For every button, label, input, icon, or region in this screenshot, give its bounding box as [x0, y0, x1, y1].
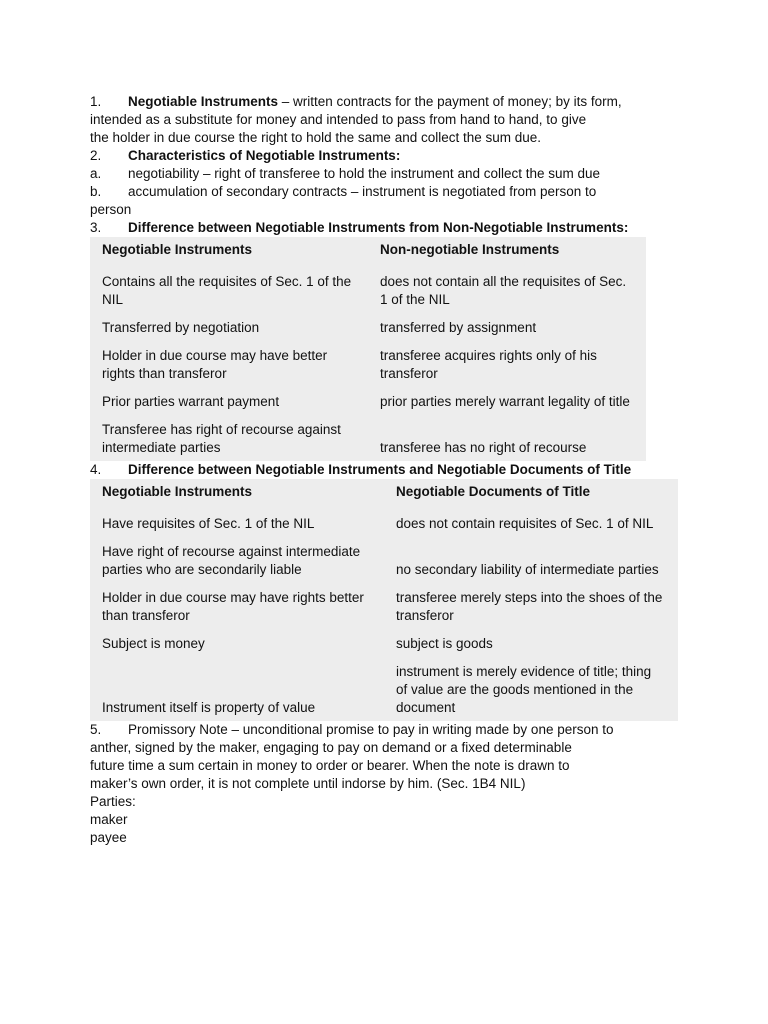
table-row: [90, 267, 646, 313]
table-cell: transferee merely steps into the shoes of the transferor: [396, 590, 663, 623]
table-cell: no secondary liability of intermediate parties: [396, 562, 659, 577]
item5-line2: anther, signed by the maker, engaging to pay on demand or a fixed determinable: [90, 740, 572, 755]
table-cell: prior parties merely warrant legality of title: [380, 394, 630, 409]
table-cell: Contains all the requisites of Sec. 1 of the NIL: [102, 274, 352, 307]
item1-title: Negotiable Instruments: [128, 94, 279, 109]
item2-a-label: a.: [90, 166, 102, 181]
item4-number: 4.: [90, 462, 102, 477]
item2-b-label: b.: [90, 184, 102, 199]
item4-heading: [90, 461, 680, 479]
item2-number: 2.: [90, 148, 102, 163]
party-item: maker: [90, 812, 128, 827]
table-row: [90, 313, 646, 341]
table-row: [90, 341, 646, 387]
item1-line1: [90, 93, 680, 111]
table-negotiable-vs-non-negotiable: [90, 237, 646, 461]
table-cell: does not contain requisites of Sec. 1 of NIL: [396, 516, 654, 531]
item2-b-text: accumulation of secondary contracts – instrument is negotiated from person to: [128, 184, 597, 199]
table-cell: Transferee has right of recourse against intermediate parties: [102, 422, 341, 455]
table-cell: Have right of recourse against intermediate parties who are secondarily liable: [102, 544, 361, 577]
item2-title: Characteristics of Negotiable Instruments:: [128, 148, 401, 163]
table-header-cell: Negotiable Instruments: [102, 484, 253, 499]
item1-line2: intended as a substitute for money and intended to pass from hand to hand, to give: [90, 112, 587, 127]
table-cell: transferee acquires rights only of his transferor: [380, 348, 597, 381]
table-cell: instrument is merely evidence of title; thing of value are the goods mentioned in the document: [396, 664, 652, 715]
party-item: payee: [90, 830, 127, 845]
parties-label: Parties:: [90, 794, 136, 809]
item5-number: 5.: [90, 722, 102, 737]
document-body: [90, 93, 680, 847]
item2-a-text: negotiability – right of transferee to hold the instrument and collect the sum due: [128, 166, 601, 181]
item1-line3: the holder in due course the right to hold the same and collect the sum due.: [90, 130, 542, 145]
item3-title: Difference between Negotiable Instruments from Non-Negotiable Instruments:: [128, 220, 629, 235]
item4-title: Difference between Negotiable Instruments and Negotiable Documents of Title: [128, 462, 632, 477]
item2-b: [90, 183, 680, 201]
table-row: [90, 415, 646, 461]
table-row: [90, 629, 678, 657]
table-header-row: [90, 479, 678, 509]
table-header-cell: Negotiable Instruments: [102, 242, 253, 257]
table-cell: Prior parties warrant payment: [102, 394, 280, 409]
item5-text1: Promissory Note – unconditional promise to pay in writing made by one person to: [128, 722, 614, 737]
item2-a: [90, 165, 680, 183]
item2-heading: [90, 147, 680, 165]
table-row: [90, 657, 678, 721]
table-instruments-vs-documents-of-title: [90, 479, 678, 721]
item3-number: 3.: [90, 220, 102, 235]
table-cell: Transferred by negotiation: [102, 320, 260, 335]
table-header-row: [90, 237, 646, 267]
item5-line1: [90, 721, 680, 739]
table-cell: Subject is money: [102, 636, 205, 651]
item1-number: 1.: [90, 94, 102, 109]
table-cell: Instrument itself is property of value: [102, 700, 316, 715]
table-header-cell: Negotiable Documents of Title: [396, 484, 591, 499]
table-row: [90, 509, 678, 537]
item2-b-cont: person: [90, 202, 132, 217]
table-cell: does not contain all the requisites of Sec. 1 of the NIL: [380, 274, 627, 307]
table-cell: Holder in due course may have rights better than transferor: [102, 590, 364, 623]
table-header-cell: Non-negotiable Instruments: [380, 242, 560, 257]
table-cell: transferee has no right of recourse: [380, 440, 587, 455]
table-cell: subject is goods: [396, 636, 493, 651]
table-cell: Have requisites of Sec. 1 of the NIL: [102, 516, 315, 531]
item1-text1: – written contracts for the payment of money; by its form,: [278, 94, 622, 109]
item3-heading: [90, 219, 680, 237]
item5-line3: future time a sum certain in money to order or bearer. When the note is drawn to: [90, 758, 570, 773]
item5-line4: maker’s own order, it is not complete until indorse by him. (Sec. 1B4 NIL): [90, 776, 526, 791]
table-cell: Holder in due course may have better rights than transferor: [102, 348, 328, 381]
table-row: [90, 583, 678, 629]
table-row: [90, 387, 646, 415]
table-cell: transferred by assignment: [380, 320, 537, 335]
table-row: [90, 537, 678, 583]
